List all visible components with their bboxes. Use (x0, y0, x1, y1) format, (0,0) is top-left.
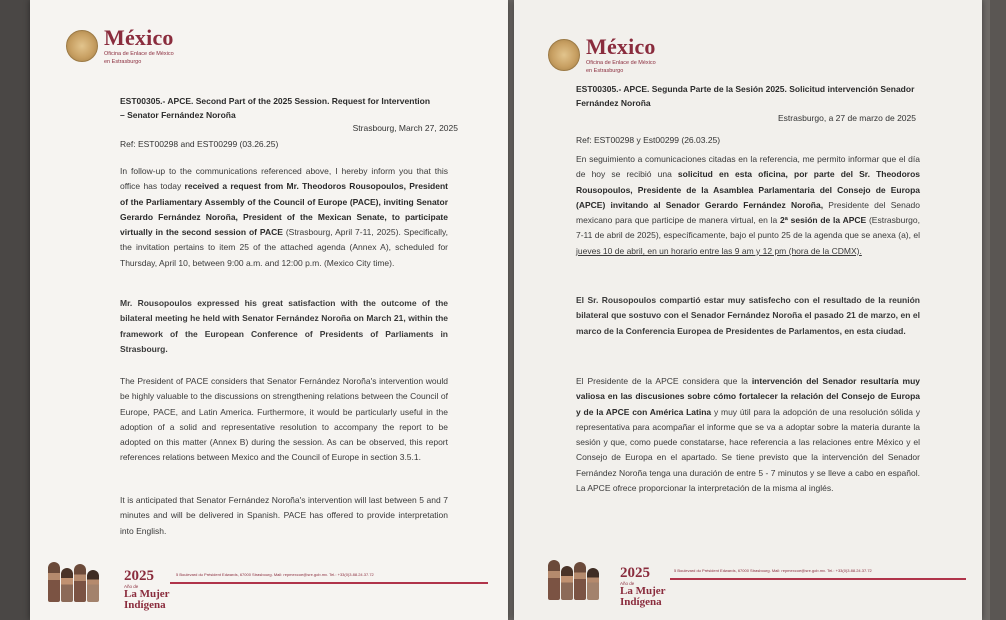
logo-office-line1: Oficina de Enlace de México (586, 60, 656, 66)
footer-tagline-1: La Mujer (620, 585, 666, 597)
paragraph-1-text-c: (Strasbourg, April 7-11, 2025). Specifically, the invitation pertains to item 25 of the attached agenda (Annex A), scheduled for Thursday, April 10, between 9:00 a.m. and 12:00 p.m. (Mexico City time). (120, 227, 448, 268)
paragraph-1-text-c: Presidente del Senado mexicano para que participe de manera virtual, en la (576, 199, 921, 226)
women-illustration (548, 560, 599, 600)
paragraph-1 (120, 164, 448, 271)
document-date: Estrasburgo, a 27 de marzo de 2025 (778, 113, 916, 123)
footer-address: 5 Boulevard du Président Edwards, 67000 Strasbourg. Mail: repmexcoe@sre.gob.mx. Tel.: +33(0)3.88.24.37.72 (674, 568, 872, 573)
logo-office-line2: en Estrasburgo (104, 59, 142, 66)
logo-brand: México (104, 25, 174, 50)
mexico-logo (66, 27, 174, 66)
paragraph-3-bold: intervención del Senador resultaría muy valiosa en las discusiones sobre cómo fortalecer la relación del Consejo de Europa y de la APCE con América Latina (576, 376, 920, 417)
footer-tagline-1: La Mujer (124, 588, 170, 600)
footer-year-sub: Año de (124, 584, 139, 589)
footer-year-logo (620, 566, 666, 608)
document-title (576, 82, 936, 110)
paragraph-1-text-a: En seguimiento a comunicaciones citadas en la referencia, me permito informar que el día de hoy se recibió una (576, 154, 920, 180)
paragraph-3-text-c: y muy útil para la adopción de una resolución sólida y representativa para acompañar el informe que se va a adoptar sobre la materia durante la sesión y que, como puede constatarse, hace referencia a las relaciones entre México y el Consejo de Europa en el apartado. Se tiene previsto que la intervención del Senador Fernández Noroña tenga una duración de entre 5 - 7 minutos y se lleve a cabo en español. La APCE ofrece proporcionar la interpretación de la misma al inglés. (576, 406, 920, 494)
paragraph-1-bold: solicitud en esta oficina, por parte del Sr. Theodoros Rousopoulos, Presidente de la Asamblea Parlamentaria del Consejo de Europa (APCE) invitando al Senador Gerardo Fernández Noroña, (576, 169, 920, 210)
mexico-logo (548, 36, 656, 75)
paragraph-2: Mr. Rousopoulos expressed his great satisfaction with the outcome of the bilateral meeting he held with Senator Fernández Noroña on March 21, within the framework of the European Conference of Presidents of Parliaments in Strasbourg. (120, 298, 448, 354)
document-title-line1: EST00305.- APCE. Segunda Parte de la Sesión 2025. Solicitud intervención Senador (576, 84, 915, 94)
footer-tagline-2: Indígena (620, 596, 662, 608)
paragraph-3-text-a: El Presidente de la APCE considera que la (576, 376, 752, 386)
paragraph-1-underlined-date: jueves 10 de abril, en un horario entre las 9 am y 12 pm (hora de la CDMX). (576, 245, 862, 256)
paragraph-2: El Sr. Rousopoulos compartió estar muy satisfecho con el resultado de la reunión bilateral que sostuvo con el Senador Fernández Noroña el pasado 21 de marzo, en el marco de la Conferencia Europea de Presidentes de Parlamentos, en esta ciudad. (576, 295, 920, 336)
footer-year: 2025 (124, 568, 154, 584)
paragraph-1-bold: received a request from Mr. Theodoros Rousopoulos, President of the Parliamentary Assembly of the Council of Europe (PACE), inviting Senator Gerardo Fernández Noroña, President of the Mexican Senate, to participate virtually in the second session of PACE (120, 181, 448, 238)
document-reference: Ref: EST00298 and EST00299 (03.26.25) (120, 139, 279, 149)
document-title-line1: EST00305.- APCE. Second Part of the 2025 Session. Request for Intervention (120, 96, 431, 106)
footer-rule (170, 582, 488, 584)
women-illustration (48, 562, 99, 602)
coat-of-arms-icon (548, 39, 580, 71)
paragraph-1-text-e: (Estrasburgo, 7-11 de abril de 2025), específicamente, bajo el punto 25 de la agenda que se anexa (a), el (576, 215, 920, 241)
logo-office-line1: Oficina de Enlace de México (104, 51, 174, 57)
paragraph-1 (576, 152, 920, 259)
footer-rule (670, 578, 966, 580)
page-spanish (514, 0, 982, 620)
document-date: Strasbourg, March 27, 2025 (352, 123, 458, 133)
logo-brand: México (586, 34, 656, 59)
paragraph-4: It is anticipated that Senator Fernández Noroña's intervention will last between 5 and 7 minutes and will be delivered in Spanish. PACE has offered to provide interpretation into English. (120, 495, 448, 536)
footer-tagline-2: Indígena (124, 599, 166, 611)
paragraph-1-bold-session: 2ª sesión de la APCE (780, 215, 867, 226)
logo-office-line2: en Estrasburgo (586, 68, 624, 75)
document-title-line2: – Senator Fernández Noroña (120, 110, 236, 120)
footer-year-sub: Año de (620, 581, 635, 586)
coat-of-arms-icon (66, 30, 98, 62)
footer-address: 5 Boulevard du Président Edwards, 67000 Strasbourg. Mail: repmexcoe@sre.gob.mx. Tel.: +33(0)3.88.24.37.72 (176, 572, 374, 577)
footer-year: 2025 (620, 565, 650, 581)
paragraph-1-text-a: In follow-up to the communications referenced above, I hereby inform you that this office has today (120, 166, 448, 192)
paragraph-3: The President of PACE considers that Senator Fernández Noroña's intervention would be highly valuable to the discussions on strengthening relations between the Council of Europe, PACE, and Latin America. Furthermore, it would be particularly useful in the adoption of a solid and representative resolution to accompany the report to be adopted on this matter (Annex B) during the session. As can be observed, this report references relations between Mexico and the Council of Europe in section 3.5.1. (120, 376, 448, 463)
document-title-line2: Fernández Noroña (576, 98, 651, 108)
background-dark-right (990, 0, 1006, 620)
document-reference: Ref: EST00298 y Est00299 (26.03.25) (576, 135, 721, 145)
footer-year-logo (124, 569, 170, 611)
page-english (30, 0, 508, 620)
document-title (120, 94, 460, 122)
paragraph-3 (576, 374, 920, 496)
